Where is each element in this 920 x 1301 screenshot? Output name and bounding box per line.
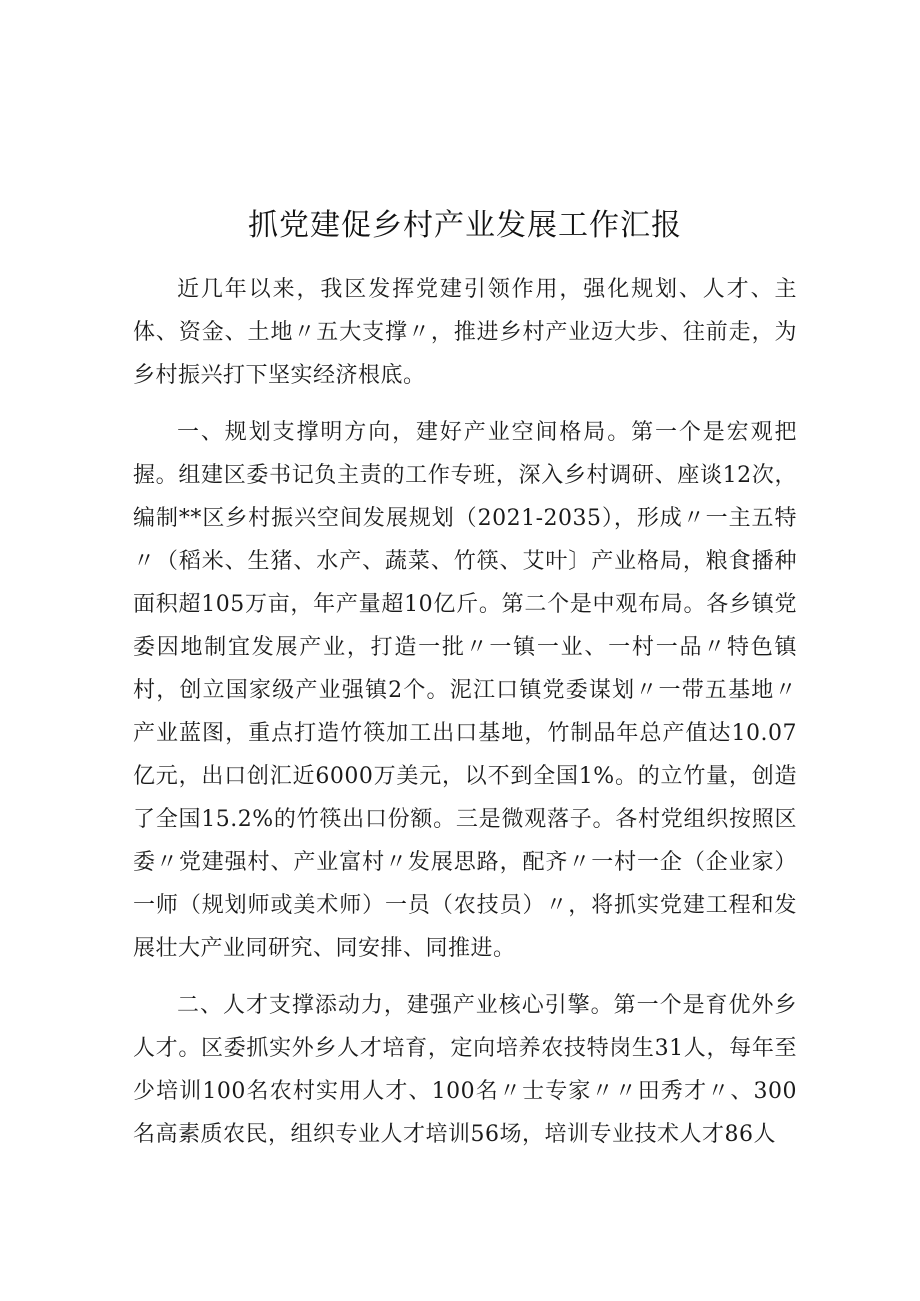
intro-paragraph: 近几年以来，我区发挥党建引领作用，强化规划、人才、主体、资金、土地〃五大支撑〃，推进乡村产业迈大步、往前走，为乡村振兴打下坚实经济根底。: [133, 277, 797, 388]
section-one-paragraph: 一、规划支撑明方向，建好产业空间格局。第一个是宏观把握。组建区委书记负主责的工作专班，深入乡村调研、座谈12次，编制**区乡村振兴空间发展规划（2021-2035），形成〃一主五特〃（稻米、生猪、水产、蔬菜、竹筷、艾叶〕产业格局，粮食播种面积超105万亩，年产量超10亿斤。第二个是中观布局。各乡镇党委因地制宜发展产业，打造一批〃一镇一业、一村一品〃特色镇村，创立国家级产业强镇2个。泥江口镇党委谋划〃一带五基地〃产业蓝图，重点打造竹筷加工出口基地，竹制品年总产值达10.07亿元，出口创汇近6000万美元，以不到全国1%。的立竹量，创造了全国15.2%的竹筷出口份额。三是微观落子。各村党组织按照区委〃党建强村、产业富村〃发展思路，配齐〃一村一企（企业家）一师（规划师或美术师）一员（农技员）〃，将抓实党建工程和发展壮大产业同研究、同安排、同推进。: [133, 420, 797, 961]
document-page: [133, 198, 797, 1170]
document-title: 抓党建促乡村产业发展工作汇报: [248, 208, 682, 243]
section-two-paragraph: 二、人才支撑添动力，建强产业核心引擎。第一个是育优外乡人才。区委抓实外乡人才培育，定向培养农技特岗生31人，每年至少培训100名农村实用人才、100名〃士专家〃〃田秀才〃、300名高素质农民，组织专业人才培训56场，培训专业技术人才86人: [133, 993, 797, 1147]
